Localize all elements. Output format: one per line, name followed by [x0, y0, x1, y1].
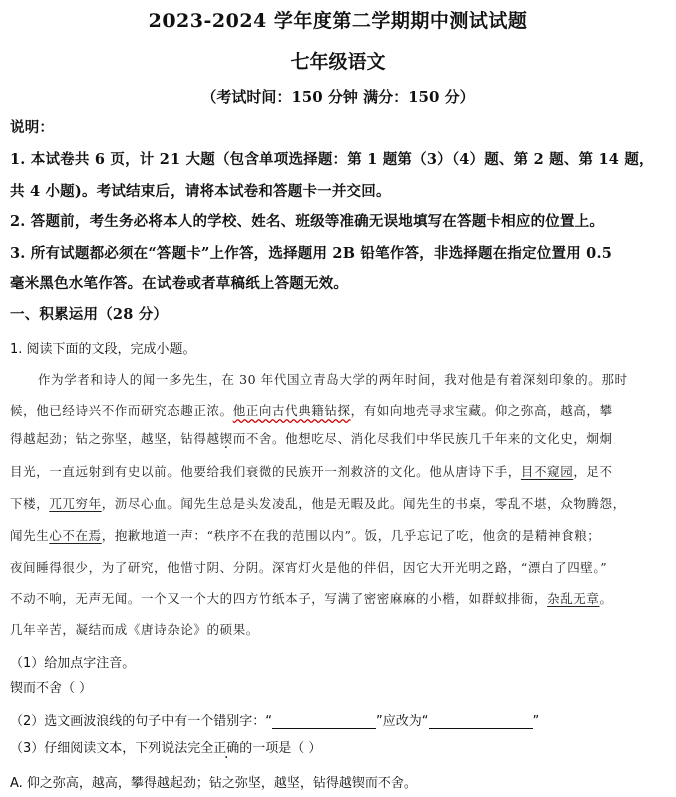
underlined-idiom: 兀兀穷年	[49, 496, 102, 511]
question-1-1-item: 锲而不舍（ ）	[10, 681, 93, 696]
question-text: （3）仔细阅读文本，下列说法完全	[10, 741, 214, 756]
passage-line-8	[10, 589, 613, 607]
question-1-prompt: 1. 阅读下面的文段，完成小题。	[10, 342, 196, 357]
passage-line-2	[10, 401, 613, 419]
exam-title: 2023-2024 学年度第二学期期中测试试题	[148, 10, 528, 32]
dotted-character: 锲	[219, 431, 233, 446]
passage-line-4	[10, 462, 613, 480]
passage-line-3	[10, 429, 613, 447]
answer-blank[interactable]	[429, 716, 533, 729]
passage-line-9: 几年辛苦，凝结而成《唐诗杂论》的硕果。	[10, 622, 259, 637]
passage-text: 候，他已经诗兴不作而研究态趣正浓。	[10, 403, 233, 418]
exam-info: （考试时间：150 分钟 满分：150 分）	[201, 88, 475, 106]
passage-text: 目光，一直远射到有史以前。他要给我们衰微的民族开一剂救济的文化。他从唐诗下手，	[10, 464, 521, 479]
instruction-1-line1: 1. 本试卷共 6 页，计 21 大题（包含单项选择题：第 1 题第（3）（4）题、第 2 题、第 14 题，	[10, 151, 654, 168]
question-text: ”应改为“	[376, 714, 429, 729]
answer-blank[interactable]	[272, 716, 376, 729]
passage-text: ，有如向地壳寻求宝藏。仰之弥高，越高，攀	[350, 403, 613, 418]
passage-text: ，抱歉地道一声：“秩序不在我的范围以内”。饭，几乎忘记了吃，他贪的是精神食粮；	[101, 528, 601, 543]
dotted-emphasis: 正确	[213, 741, 240, 756]
passage-line-5	[10, 494, 626, 512]
passage-line-7: 夜间睡得很少，为了研究，他惜寸阴、分阴。深宵灯火是他的伴侣，因它大开光明之路，“漂白了四壁。”	[10, 560, 608, 575]
option-a[interactable]: A. 仰之弥高，越高，攀得越起劲；钻之弥坚，越坚，钻得越锲而不舍。	[10, 776, 417, 791]
question-1-2	[10, 710, 539, 729]
instruction-3-line2: 毫米黑色水笔作答。在试卷或者草稿纸上答题无效。	[10, 275, 349, 292]
question-1-3	[10, 737, 321, 756]
question-1-1: （1）给加点字注音。	[10, 656, 136, 671]
instructions-heading: 说明：	[10, 119, 55, 136]
instruction-3-line1: 3. 所有试题都必须在“答题卡”上作答，选择题用 2B 铅笔作答，非选择题在指定位置用 0.5	[10, 245, 612, 262]
section-heading: 一、积累运用（28 分）	[10, 306, 169, 323]
instruction-2: 2. 答题前，考生务必将本人的学校、姓名、班级等准确无误地填写在答题卡相应的位置上。	[10, 213, 605, 230]
passage-text: ，沥尽心血。闻先生总是头发凌乱，他是无暇及此。闻先生的书桌，零乱不堪，众物腾怨，	[101, 496, 626, 511]
passage-text: 不动不响，无声无闻。一个又一个大的四方竹纸本子，写满了密密麻麻的小楷，如群蚁排衙，	[10, 591, 548, 606]
question-text: ”	[532, 714, 540, 729]
passage-line-1: 作为学者和诗人的闻一多先生，在 30 年代国立青岛大学的两年时间，我对他是有着深刻印象的。那时	[38, 372, 628, 387]
passage-text: 。	[599, 591, 613, 606]
passage-text: 得越起劲；钻之弥坚，越坚，钻得越	[10, 431, 220, 446]
underlined-idiom: 杂乱无章	[547, 591, 600, 606]
underlined-idiom: 心不在焉	[49, 528, 102, 543]
passage-text: 而不舍。他想吃尽、消化尽我们中华民族几千年来的文化史，炯炯	[232, 431, 613, 446]
passage-line-6	[10, 526, 600, 544]
passage-text: 闻先生	[10, 528, 50, 543]
passage-text: ，足不	[573, 464, 613, 479]
question-text: （2）选文画波浪线的句子中有一个错别字：“	[10, 714, 273, 729]
passage-text: 下楼，	[10, 496, 50, 511]
wavy-underlined-sentence: 他正向古代典籍钻探	[232, 403, 351, 418]
underlined-idiom: 目不窥园	[520, 464, 574, 479]
exam-subtitle: 七年级语文	[290, 51, 386, 73]
instruction-1-line2: 共 4 小题)。考试结束后，请将本试卷和答题卡一并交回。	[10, 183, 391, 200]
question-text: 的一项是（ ）	[239, 741, 322, 756]
